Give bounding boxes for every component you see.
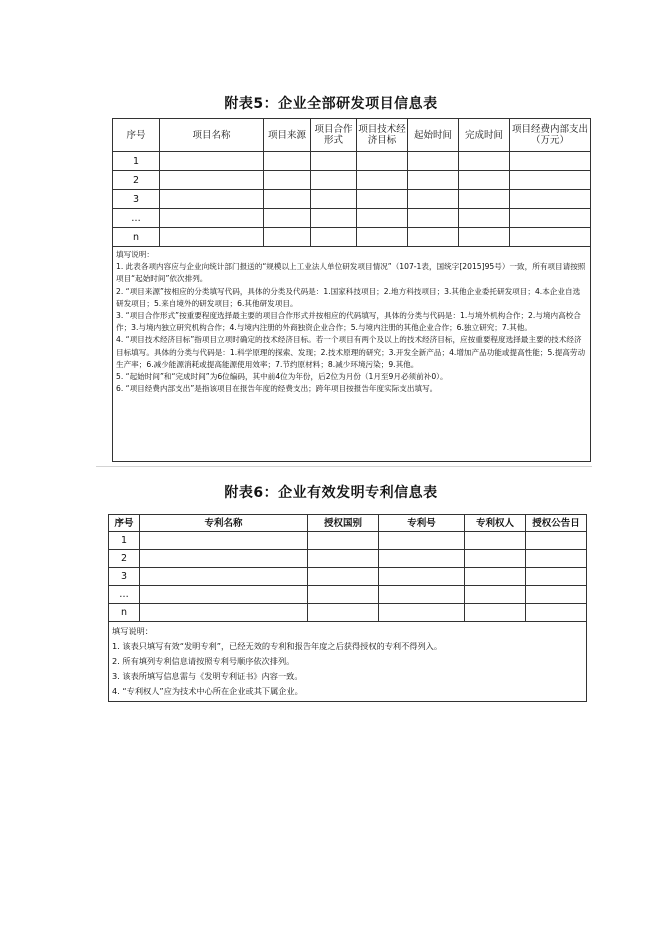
table-cell[interactable]	[140, 532, 308, 550]
table-cell[interactable]	[311, 171, 357, 190]
table-cell[interactable]	[465, 532, 526, 550]
table-cell[interactable]	[459, 190, 510, 209]
table-cell[interactable]	[526, 532, 587, 550]
table-cell[interactable]	[379, 568, 465, 586]
table6-title: 附表6：企业有效发明专利信息表	[224, 485, 438, 501]
row-number: …	[113, 209, 160, 228]
table-cell[interactable]	[459, 152, 510, 171]
table-row	[113, 190, 591, 209]
table-cell[interactable]	[140, 550, 308, 568]
table-cell[interactable]	[510, 171, 591, 190]
table-cell[interactable]	[311, 228, 357, 247]
table-cell[interactable]	[264, 209, 311, 228]
row-number: 2	[113, 171, 160, 190]
table-row	[109, 532, 587, 550]
table-cell[interactable]	[510, 190, 591, 209]
patents-table	[108, 514, 587, 702]
header-cell: 序号	[113, 119, 160, 152]
table-cell[interactable]	[264, 190, 311, 209]
row-number: …	[109, 586, 140, 604]
instruction-line: 6. “项目经费内部支出”是指该项目在报告年度的经费支出；跨年项目按报告年度实际支出填写。	[116, 384, 438, 394]
instruction-line: 1. 此表各项内容应与企业向统计部门报送的“规模以上工业法人单位研发项目情况”（107-1表，国统字[2015]95号）一致，所有项目请按照项目“起始时间”依次排列。	[116, 262, 586, 284]
table-cell[interactable]	[526, 604, 587, 622]
row-number: 3	[113, 190, 160, 209]
header-cell: 项目来源	[264, 119, 311, 152]
table-cell[interactable]	[160, 209, 264, 228]
header-cell: 授权公告日	[526, 515, 587, 532]
row-number: 3	[109, 568, 140, 586]
table-row	[109, 604, 587, 622]
instruction-line: 1. 该表只填写有效“发明专利”，已经无效的专利和报告年度之后获得授权的专利不得列入。	[112, 641, 443, 651]
header-cell: 序号	[109, 515, 140, 532]
table-row	[113, 228, 591, 247]
instruction-line: 2. 所有填列专利信息请按照专利号顺序依次排列。	[112, 656, 295, 666]
table-cell[interactable]	[526, 550, 587, 568]
table-cell[interactable]	[408, 152, 459, 171]
table-cell[interactable]	[465, 568, 526, 586]
instruction-line: 5. “起始时间”和“完成时间”为6位编码，其中前4位为年份，后2位为月份（1月至9月必须前补0）。	[116, 372, 448, 382]
table-cell[interactable]	[379, 532, 465, 550]
table-row	[109, 586, 587, 604]
table-cell[interactable]	[264, 228, 311, 247]
table-row	[113, 171, 591, 190]
table5-title: 附表5：企业全部研发项目信息表	[224, 96, 438, 112]
header-cell: 完成时间	[459, 119, 510, 152]
row-number: 1	[113, 152, 160, 171]
table-cell[interactable]	[357, 190, 408, 209]
instruction-line: 4. “专利权人”应为技术中心所在企业或其下属企业。	[112, 686, 303, 696]
instruction-line: 4. “项目技术经济目标”指项目立项时确定的技术经济目标。若一个项目有两个及以上的技术经济目标，应按重要程度选择最主要的技术经济目标填写。具体的分类与代码是：1.科学原理的探索、发现；2.技术原理的研究；3.开发全新产品；4.增加产品功能或提高性能；5.提高劳动生产率；6.减少能源消耗或提高能源使用效率；7.节约原材料；8.减少环境污染；9.其他。	[116, 335, 586, 369]
table-cell[interactable]	[311, 152, 357, 171]
header-cell: 项目名称	[160, 119, 264, 152]
header-cell: 专利权人	[465, 515, 526, 532]
instruction-line: 2. “项目来源”按相应的分类填写代码，具体的分类及代码是：1.国家科技项目；2.地方科技项目；3.其他企业委托研发项目；4.本企业自选研发项目；5.来自境外的研发项目；6.其他研发项目。	[116, 286, 581, 308]
table-cell[interactable]	[160, 152, 264, 171]
table-cell[interactable]	[465, 604, 526, 622]
row-number: 2	[109, 550, 140, 568]
table-cell[interactable]	[308, 550, 379, 568]
table-header-row	[113, 119, 591, 152]
table-cell[interactable]	[357, 228, 408, 247]
table-cell[interactable]	[459, 209, 510, 228]
instruction-line: 3. 该表所填写信息需与《发明专利证书》内容一致。	[112, 671, 303, 681]
table-cell[interactable]	[140, 586, 308, 604]
row-number: n	[113, 228, 160, 247]
header-cell: 授权国别	[308, 515, 379, 532]
table-cell[interactable]	[459, 228, 510, 247]
table-cell[interactable]	[510, 209, 591, 228]
table-cell[interactable]	[140, 568, 308, 586]
table-cell[interactable]	[526, 568, 587, 586]
table-cell[interactable]	[311, 190, 357, 209]
instruction-line: 3. “项目合作形式”按重要程度选择最主要的项目合作形式并按相应的代码填写，具体的分类与代码是：1.与境外机构合作；2.与境内高校合作；3.与境内独立研究机构合作；4.与境内注册的外商独资企业合作；5.与境内注册的其他企业合作；6.独立研究；7.其他。	[116, 311, 581, 333]
table-cell[interactable]	[408, 171, 459, 190]
table-cell[interactable]	[308, 604, 379, 622]
table-row	[109, 550, 587, 568]
table-cell[interactable]	[357, 152, 408, 171]
table-row	[109, 568, 587, 586]
header-cell: 专利号	[379, 515, 465, 532]
table-row	[113, 152, 591, 171]
row-number: n	[109, 604, 140, 622]
table-cell[interactable]	[160, 171, 264, 190]
table-cell[interactable]	[526, 586, 587, 604]
table-cell[interactable]	[264, 152, 311, 171]
table-header-row	[109, 515, 587, 532]
row-number: 1	[109, 532, 140, 550]
table-cell[interactable]	[408, 228, 459, 247]
instruction-line: 填写说明：	[112, 626, 153, 636]
table-cell[interactable]	[408, 190, 459, 209]
instruction-line: 填写说明：	[116, 250, 154, 259]
table-cell[interactable]	[379, 604, 465, 622]
header-cell: 项目合作形式	[311, 119, 357, 152]
table-cell[interactable]	[465, 550, 526, 568]
rd-projects-table	[112, 118, 591, 462]
table-cell[interactable]	[459, 171, 510, 190]
table-cell[interactable]	[140, 604, 308, 622]
header-cell: 专利名称	[140, 515, 308, 532]
table-cell[interactable]	[160, 190, 264, 209]
table-cell[interactable]	[379, 550, 465, 568]
header-cell: 项目经费内部支出（万元）	[510, 119, 591, 152]
table-cell[interactable]	[311, 209, 357, 228]
section-divider	[96, 466, 592, 467]
table-cell[interactable]	[379, 586, 465, 604]
table-row	[113, 209, 591, 228]
table-cell[interactable]	[510, 152, 591, 171]
table-cell[interactable]	[357, 209, 408, 228]
filling-instructions	[109, 622, 587, 702]
table-cell[interactable]	[357, 171, 408, 190]
table-cell[interactable]	[308, 568, 379, 586]
table-cell[interactable]	[465, 586, 526, 604]
header-cell: 起始时间	[408, 119, 459, 152]
header-cell: 项目技术经济目标	[357, 119, 408, 152]
filling-instructions	[113, 247, 591, 462]
table-cell[interactable]	[408, 209, 459, 228]
table-cell[interactable]	[264, 171, 311, 190]
table-cell[interactable]	[308, 586, 379, 604]
table-cell[interactable]	[510, 228, 591, 247]
table-cell[interactable]	[160, 228, 264, 247]
table-cell[interactable]	[308, 532, 379, 550]
